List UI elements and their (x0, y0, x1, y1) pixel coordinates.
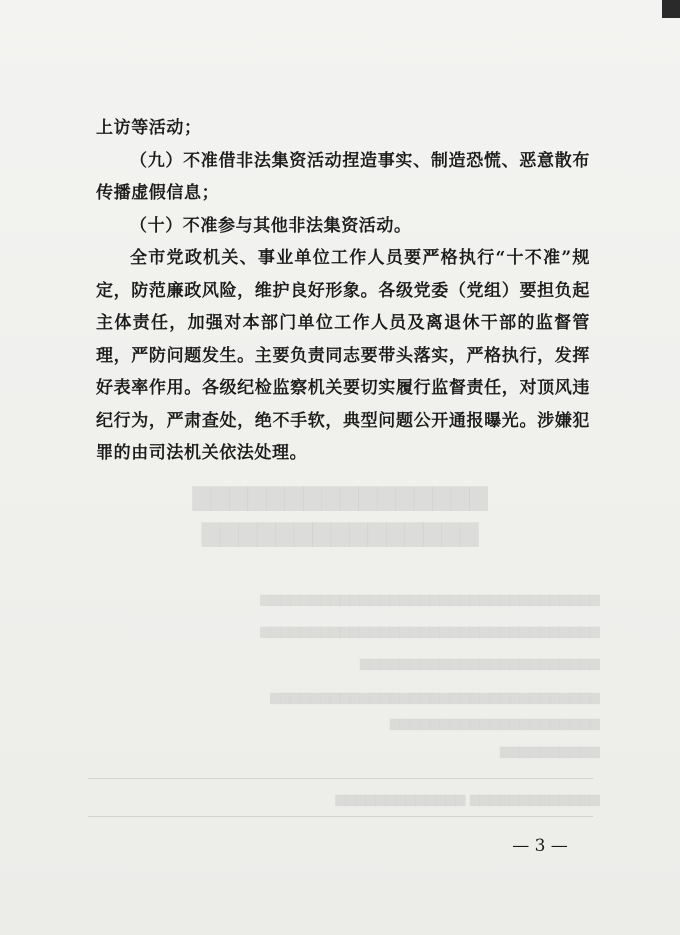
bleed-through-line: ▆▆▆▆▆▆▆▆▆▆▆▆▆ ▆▆▆▆▆▆▆▆▆▆▆▆▆ (335, 792, 600, 807)
paragraph-continuation: 上访等活动； (96, 118, 202, 138)
bleed-through-line: ▆▆▆▆▆▆▆▆▆▆▆▆▆▆▆▆▆▆▆▆▆ (390, 716, 600, 731)
bleed-through-line: ▆▆▆▆▆▆▆▆▆▆▆▆▆▆▆▆▆▆▆▆▆▆▆▆ (360, 656, 600, 671)
page-number: — 3 — (512, 836, 568, 856)
bleed-through-rule (88, 778, 593, 779)
bleed-through-line: ▆▆▆▆▆▆▆▆▆▆▆▆▆▆▆▆▆▆▆▆▆▆▆▆▆▆▆▆▆▆▆▆▆▆ (260, 592, 600, 607)
document-body (96, 112, 590, 470)
bleed-through-heading: ▇▇▇▇▇▇▇▇▇▇▇▇▇▇▇▇ (192, 482, 488, 511)
bleed-through-rule (88, 816, 593, 817)
bleed-through-line: ▆▆▆▆▆▆▆▆▆▆▆▆▆▆▆▆▆▆▆▆▆▆▆▆▆▆▆▆▆▆▆▆▆ (270, 690, 600, 705)
scan-corner-mark (662, 0, 680, 18)
bleed-through-heading: ▇▇▇▇▇▇▇▇▇▇▇▇▇▇▇ (201, 518, 479, 547)
paragraph-requirements: 全市党政机关、事业单位工作人员要严格执行“十不准”规定，防范廉政风险，维护良好形象。各级党委（党组）要担负起主体责任，加强对本部门单位工作人员及离退休干部的监督管理，严防问题发生。主要负责同志要带头落实，严格执行，发挥好表率作用。各级纪检监察机关要切实履行监督责任，对顶风违纪行为，严肃查处，绝不手软，典型问题公开通报曝光。涉嫌犯罪的由司法机关依法处理。 (96, 248, 590, 463)
paragraph-item-10: （十）不准参与其他非法集资活动。 (130, 215, 412, 236)
bleed-through-line: ▆▆▆▆▆▆▆▆▆▆▆▆▆▆▆▆▆▆▆▆▆▆▆▆▆▆▆▆▆▆▆▆▆▆ (260, 624, 600, 639)
bleed-through-line: ▆▆▆▆▆▆▆▆▆▆ (500, 744, 600, 759)
paragraph-item-9: （九）不准借非法集资活动捏造事实、制造恐慌、恶意散布传播虚假信息； (96, 150, 590, 203)
